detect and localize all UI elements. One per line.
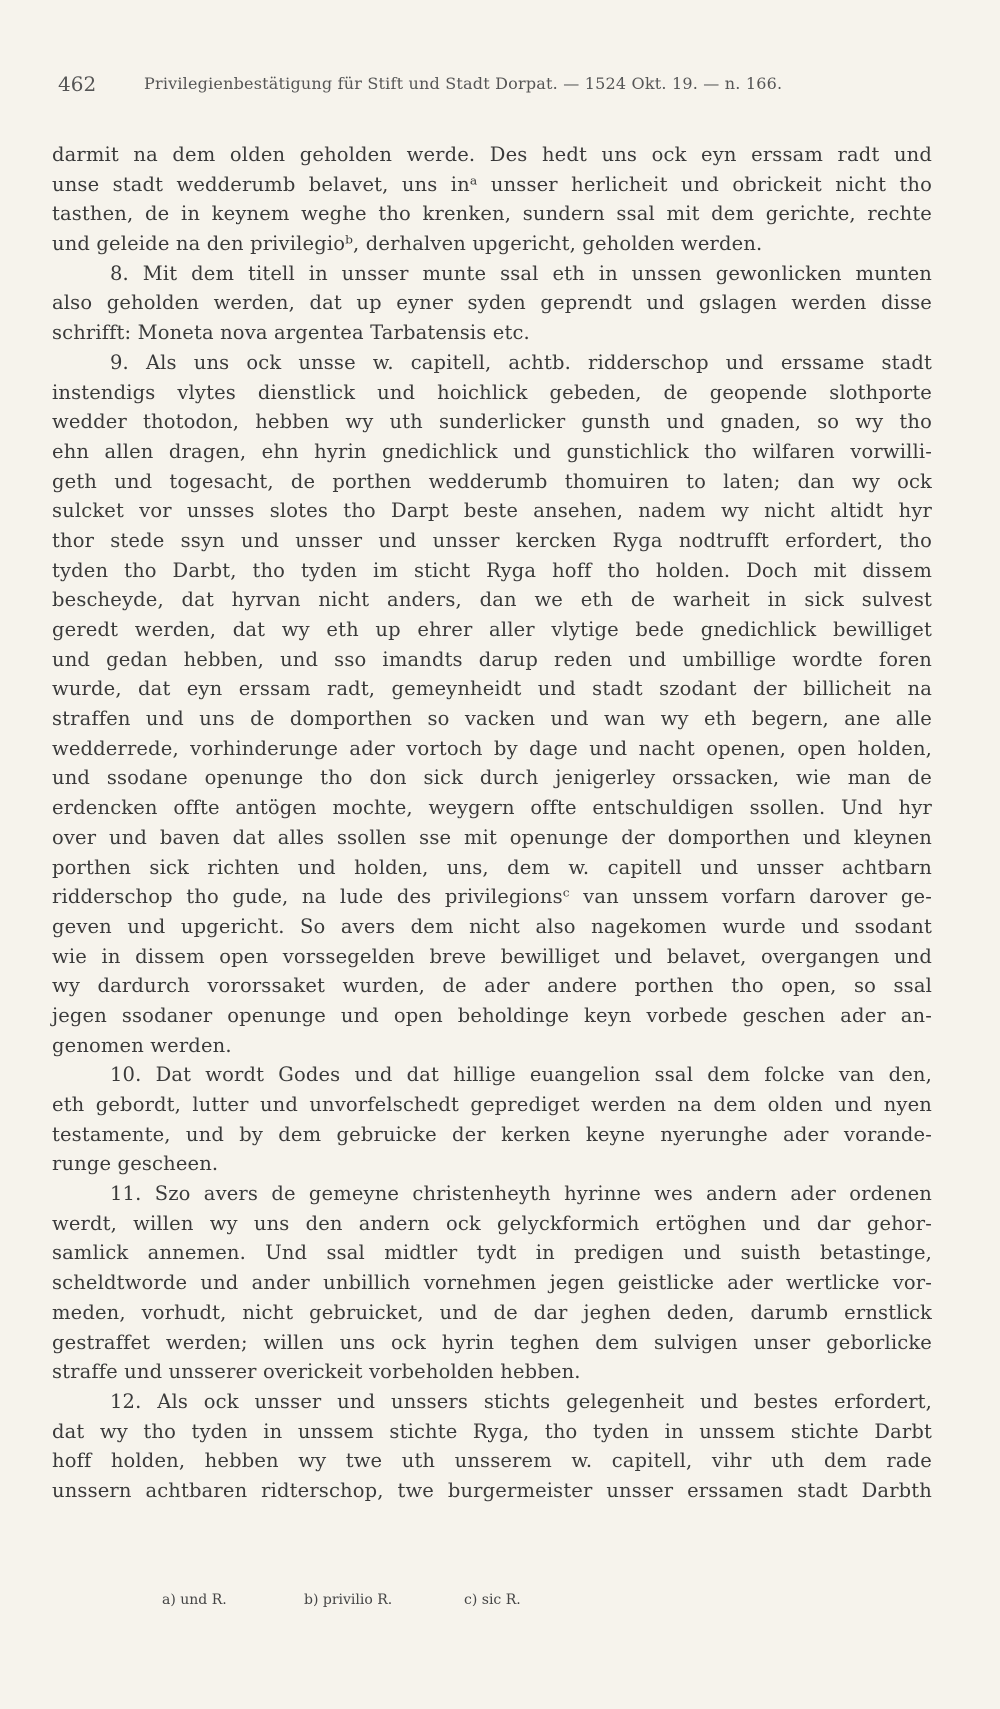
page-number: 462: [58, 72, 97, 96]
body-text: [52, 140, 932, 1506]
text-line: tasthen, de in keynem weghe tho krenken, sundern ssal mit dem gerichte, rechte: [52, 202, 932, 226]
text-line: wy dardurch vororssaket wurden, de ader andere porthen tho open, so ssal: [52, 974, 932, 998]
text-line: porthen sick richten und holden, uns, dem w. capitell und unsser achtbarn: [52, 855, 932, 879]
text-line: werdt, willen wy uns den andern ock gelyckformich ertöghen und dar gehor-: [52, 1211, 932, 1235]
text-line: und geleide na den privilegioᵇ, derhalven upgericht, geholden werden.: [52, 232, 763, 256]
text-line: hoff holden, hebben wy twe uth unsserem w. capitell, vihr uth dem rade: [52, 1449, 932, 1473]
text-line: wedder thotodon, hebben wy uth sunderlicker gunsth und gnaden, so wy tho: [52, 410, 932, 434]
text-line: unse stadt wedderumb belavet, uns inᵃ unsser herlicheit und obrickeit nicht tho: [52, 172, 932, 196]
text-line: sulcket vor unsses slotes tho Darpt beste ansehen, nadem wy nicht altidt hyr: [52, 499, 932, 523]
text-line: jegen ssodaner openunge und open beholdinge keyn vorbede geschen ader an-: [52, 1003, 932, 1027]
text-line: testamente, und by dem gebruicke der kerken keyne nyerunghe ader vorande-: [52, 1122, 932, 1146]
text-line: over und baven dat alles ssollen sse mit openunge der domporthen und kleynen: [52, 825, 932, 849]
text-line: meden, vorhudt, nicht gebruicket, und de dar jeghen deden, darumb ernstlick: [52, 1300, 932, 1324]
text-line: samlick annemen. Und ssal midtler tydt in predigen und suisth betastinge,: [52, 1241, 932, 1265]
text-line: thor stede ssyn und unsser und unsser kercken Ryga nodtrufft erfordert, tho: [52, 528, 932, 552]
text-line: also geholden werden, dat up eyner syden geprendt und gslagen werden disse: [52, 291, 932, 315]
text-line: 11. Szo avers de gemeyne christenheyth hyrinne wes andern ader ordenen: [110, 1182, 932, 1206]
text-line: ridderschop tho gude, na lude des privilegionsᶜ van unssem vorfarn darover ge-: [52, 885, 932, 909]
text-line: geven und upgericht. So avers dem nicht also nagekomen wurde und ssodant: [52, 914, 932, 938]
text-line: wurde, dat eyn erssam radt, gemeynheidt und stadt szodant der billicheit na: [52, 677, 932, 701]
text-line: schrifft: Moneta nova argentea Tarbatensis etc.: [52, 321, 530, 345]
text-line: 10. Dat wordt Godes und dat hillige euangelion ssal dem folcke van den,: [110, 1063, 932, 1087]
text-line: wedderrede, vorhinderunge ader vortoch by dage und nacht openen, open holden,: [52, 736, 932, 760]
text-line: geth und togesacht, de porthen wedderumb thomuiren to laten; dan wy ock: [52, 469, 932, 493]
text-line: ehn allen dragen, ehn hyrin gnedichlick und gunstichlick tho wilfaren vorwilli-: [52, 439, 932, 463]
text-line: runge gescheen.: [52, 1152, 219, 1176]
text-line: gestraffet werden; willen uns ock hyrin teghen dem sulvigen unser geborlicke: [52, 1330, 932, 1354]
footnote-a: a) und R.: [162, 1592, 227, 1608]
text-line: straffe und unsserer overickeit vorbeholden hebben.: [52, 1360, 581, 1384]
text-line: instendigs vlytes dienstlick und hoichlick gebeden, de geopende slothporte: [52, 380, 932, 404]
text-line: scheldtworde und ander unbillich vornehmen jegen geistlicke ader wertlicke vor-: [52, 1271, 932, 1295]
text-line: und gedan hebben, und sso imandts darup reden und umbillige wordte foren: [52, 647, 932, 671]
running-title: Privilegienbestätigung für Stift und Stadt Dorpat. — 1524 Okt. 19. — n. 166.: [144, 74, 783, 93]
text-line: 12. Als ock unsser und unssers stichts gelegenheit und bestes erfordert,: [110, 1389, 932, 1413]
text-line: eth gebordt, lutter und unvorfelschedt geprediget werden na dem olden und nyen: [52, 1093, 932, 1116]
text-line: genomen werden.: [52, 1033, 232, 1057]
text-line: straffen und uns de domporthen so vacken und wan wy eth begern, ane alle: [52, 707, 932, 731]
text-line: und ssodane openunge tho don sick durch jenigerley orssacken, wie man de: [52, 766, 932, 790]
text-line: darmit na dem olden geholden werde. Des hedt uns ock eyn erssam radt und: [52, 143, 932, 166]
text-line: tyden tho Darbt, tho tyden im sticht Ryga hoff tho holden. Doch mit dissem: [52, 558, 932, 582]
text-line: 8. Mit dem titell in unsser munte ssal eth in unssen gewonlicken munten: [110, 261, 932, 285]
footnote-b: b) privilio R.: [304, 1592, 393, 1608]
text-line: unssern achtbaren ridterschop, twe burgermeister unsser erssamen stadt Darbth: [52, 1478, 932, 1502]
footnote-c: c) sic R.: [464, 1592, 521, 1608]
text-line: bescheyde, dat hyrvan nicht anders, dan we eth de warheit in sick sulvest: [52, 588, 932, 612]
text-line: erdencken offte antögen mochte, weygern offte entschuldigen ssollen. Und hyr: [52, 796, 932, 820]
text-line: dat wy tho tyden in unssem stichte Ryga, tho tyden in unssem stichte Darbt: [52, 1419, 932, 1443]
text-line: 9. Als uns ock unsse w. capitell, achtb. ridderschop und erssame stadt: [110, 350, 932, 374]
text-line: geredt werden, dat wy eth up ehrer aller vlytige bede gnedichlick bewilliget: [52, 618, 932, 641]
text-line: wie in dissem open vorssegelden breve bewilliget und belavet, overgangen und: [52, 944, 932, 968]
running-header: [58, 72, 948, 102]
